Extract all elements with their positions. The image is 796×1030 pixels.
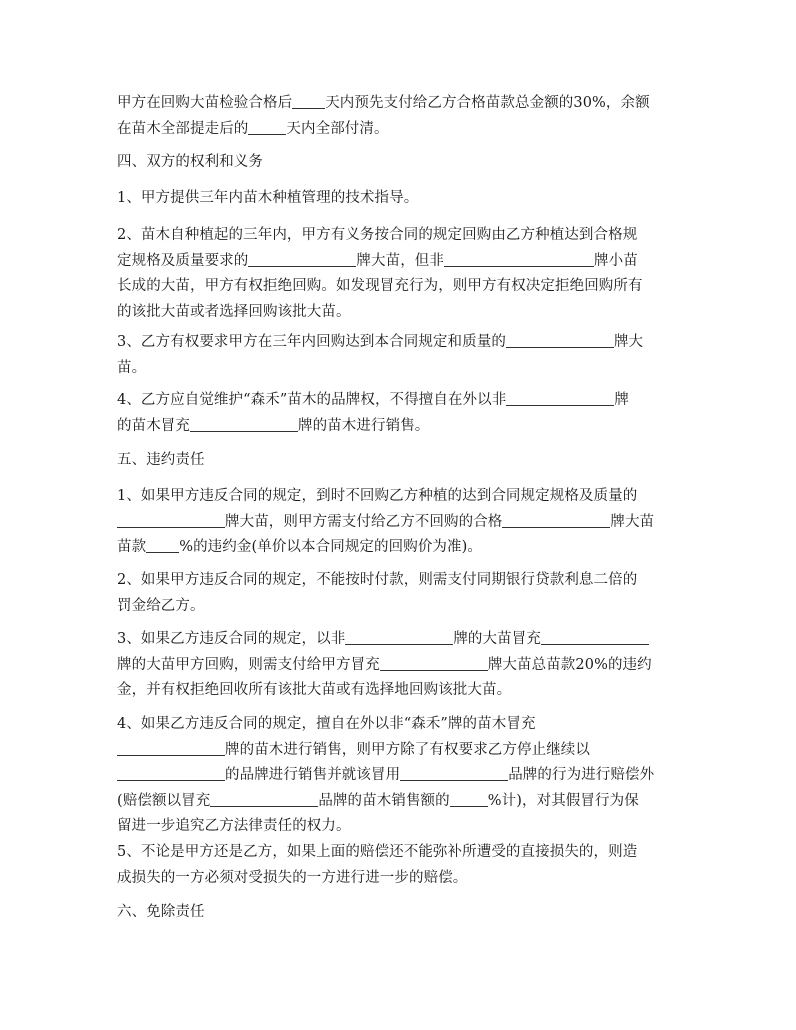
clause-5-2: 2、如果甲方违反合同的规定，不能按时付款，则需支付同期银行贷款利息二倍的 罚金给乙方。 xyxy=(117,572,638,614)
blank-field[interactable] xyxy=(450,791,488,807)
text-line: 的苗木冒充 牌的苗木进行销售。 xyxy=(117,417,430,434)
section-heading-liability: 五、违约责任 xyxy=(117,452,205,468)
payment-terms-paragraph xyxy=(117,91,683,142)
clause-4-4 xyxy=(117,388,683,439)
section-heading-rights: 四、双方的权利和义务 xyxy=(117,154,263,170)
blank-field[interactable] xyxy=(248,119,286,135)
blank-field[interactable] xyxy=(146,537,179,553)
blank-field[interactable] xyxy=(248,251,356,267)
blank-field[interactable] xyxy=(345,629,453,645)
clause-5-1: 1、如果甲方违反合同的规定，到时不回购乙方种植的达到合同规定规格及质量的 牌大苗，则甲方需支付给乙方不回购的合格 牌大苗 苗款 %的违约金(单价以本合同规定的回购价为准)。 xyxy=(117,484,683,561)
clause-5-3: 3、如果乙方违反合同的规定，以非 牌的大苗冒充 牌的大苗甲方回购，则需支付给甲方冒充 牌大苗总苗款20%的违约 金，并有权拒绝回收所有该批大苗或有选择地回购该批大苗。 xyxy=(117,627,683,704)
text-line: 牌大苗，则甲方需支付给乙方不回购的合格 牌大苗 xyxy=(117,510,683,536)
text-line: 在苗木全部提走后的 天内全部付清。 xyxy=(117,120,389,137)
text-line: 苗款 %的违约金(单价以本合同规定的回购价为准)。 xyxy=(117,539,482,555)
clause-4-3: 3、乙方有权要求甲方在三年内回购达到本合同规定和质量的 牌大 苗。 xyxy=(117,330,683,381)
blank-field[interactable] xyxy=(190,416,298,432)
blank-field[interactable] xyxy=(117,512,225,528)
blank-field[interactable] xyxy=(400,765,508,781)
text-line: 甲方在回购大苗检验合格后 天内预先支付给乙方合格苗款总金额的30%，余额 xyxy=(117,95,650,111)
text-line: 的品牌进行销售并就该冒用 品牌的行为进行赔偿外 xyxy=(117,763,683,789)
text-line: 4、如果乙方违反合同的规定，擅自在外以非“森禾”牌的苗木冒充 xyxy=(117,716,536,732)
text-line: 牌的苗木进行销售，则甲方除了有权要求乙方停止继续以 xyxy=(117,738,683,764)
clause-5-4: 4、如果乙方违反合同的规定，擅自在外以非“森禾”牌的苗木冒充 牌的苗木进行销售，则甲方除了有权要求乙方停止继续以 的品牌进行销售并就该冒用 品牌的行为进行赔偿外 (赔偿额以冒充 品牌的苗木销售额的 %计)，对其假冒行为保 留进一步追究乙方法律责任的权力。 xyxy=(117,712,683,840)
blank-field[interactable] xyxy=(444,251,594,267)
blank-field[interactable] xyxy=(502,512,610,528)
text-line: 3、乙方有权要求甲方在三年内回购达到本合同规定和质量的 牌大 xyxy=(117,334,644,350)
blank-field[interactable] xyxy=(541,629,649,645)
blank-field[interactable] xyxy=(292,93,325,109)
blank-field[interactable] xyxy=(210,791,318,807)
clause-5-5: 5、不论是甲方还是乙方，如果上面的赔偿还不能弥补所遭受的直接损失的，则造 成损失的一方必须对受损失的一方进行进一步的赔偿。 xyxy=(117,844,638,886)
blank-field[interactable] xyxy=(380,655,488,671)
text-line: (赔偿额以冒充 品牌的苗木销售额的 %计)，对其假冒行为保 xyxy=(117,792,639,809)
text-line: 4、乙方应自觉维护“森禾”苗木的品牌权，不得擅自在外以非 牌 xyxy=(117,392,629,408)
blank-field[interactable] xyxy=(506,390,614,406)
clause-4-1: 1、甲方提供三年内苗木种植管理的技术指导。 xyxy=(117,190,419,206)
text-line: 3、如果乙方违反合同的规定，以非 牌的大苗冒充 xyxy=(117,627,683,653)
blank-field[interactable] xyxy=(117,740,225,756)
blank-field[interactable] xyxy=(117,765,225,781)
text-line: 牌的大苗甲方回购，则需支付给甲方冒充 牌大苗总苗款20%的违约 xyxy=(117,656,652,673)
section-heading-exemption: 六、免除责任 xyxy=(117,904,205,920)
clause-4-2: 2、苗木自种植起的三年内，甲方有义务按合同的规定回购由乙方种植达到合格规 定规格及质量要求的 牌大苗，但非 牌小苗 长成的大苗，甲方有权拒绝回购。如发现冒充行为，则甲方有权决定拒绝回购所有 的该批大苗或者选择回购该批大苗。 xyxy=(117,223,683,325)
blank-field[interactable] xyxy=(506,332,614,348)
text-line: 定规格及质量要求的 牌大苗，但非 牌小苗 xyxy=(117,252,638,269)
